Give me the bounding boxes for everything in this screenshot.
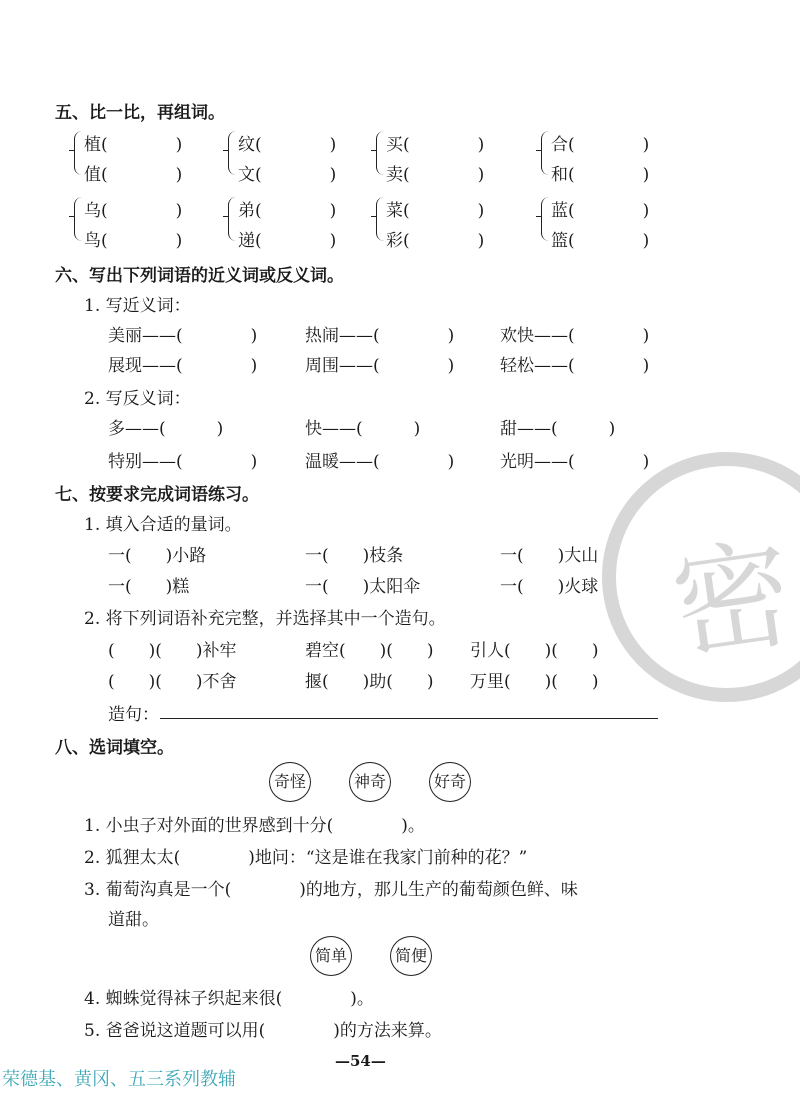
exercise-item: 特别——( ) <box>108 452 258 472</box>
exercise-item: 引人( )( ) <box>470 641 599 661</box>
exercise-item: 一( )火球 <box>500 577 599 597</box>
exercise-item: 一( )糕 <box>108 577 190 597</box>
brace <box>228 131 236 175</box>
word-choice-circle: 神奇 <box>349 762 391 802</box>
section-8-heading: 八、选词填空。 <box>55 738 174 758</box>
exercise-item: 快——( ) <box>305 419 421 439</box>
sentence-answer-line[interactable] <box>160 718 658 719</box>
footer-publisher-text: 荣德基、黄冈、五三系列教辅 <box>2 1069 236 1090</box>
brace <box>376 131 384 175</box>
exercise-item: ( )( )不舍 <box>108 672 237 692</box>
question-item: 道甜。 <box>108 910 159 930</box>
exercise-item: 光明——( ) <box>500 452 650 472</box>
brace <box>376 197 384 241</box>
section-7-heading: 七、按要求完成词语练习。 <box>55 485 259 505</box>
exercise-item: ( )( )补牢 <box>108 641 237 661</box>
pair-item: 彩( ) <box>386 231 485 251</box>
pair-item: 值( ) <box>84 165 183 185</box>
word-choice-circle: 简单 <box>310 936 352 976</box>
sub-heading: 2. 写反义词： <box>84 389 191 409</box>
question-item: 5. 爸爸说这道题可以用( )的方法来算。 <box>84 1021 442 1041</box>
stamp-char: 密 <box>664 523 800 677</box>
question-item: 2. 狐狸太太( )地问：“这是谁在我家门前种的花？” <box>84 848 528 868</box>
exercise-item: 热闹——( ) <box>305 326 455 346</box>
sentence-label: 造句： <box>108 705 159 725</box>
exercise-item: 甜——( ) <box>500 419 616 439</box>
page-number: —54— <box>335 1052 386 1070</box>
word-choice-circle: 简便 <box>390 936 432 976</box>
pair-item: 菜( ) <box>386 201 485 221</box>
pair-item: 和( ) <box>551 165 650 185</box>
exercise-item: 一( )太阳伞 <box>305 577 421 597</box>
pair-item: 篮( ) <box>551 231 650 251</box>
question-item: 4. 蜘蛛觉得袜子织起来很( )。 <box>84 989 374 1009</box>
pair-item: 卖( ) <box>386 165 485 185</box>
word-choice-circle: 奇怪 <box>269 762 311 802</box>
exercise-item: 一( )枝条 <box>305 546 404 566</box>
word-choice-circle: 好奇 <box>429 762 471 802</box>
pair-item: 买( ) <box>386 135 485 155</box>
sub-heading: 2. 将下列词语补充完整，并选择其中一个造句。 <box>84 609 446 629</box>
pair-item: 鸟( ) <box>84 231 183 251</box>
question-item: 3. 葡萄沟真是一个( )的地方，那儿生产的葡萄颜色鲜、味 <box>84 880 578 900</box>
brace <box>228 197 236 241</box>
exercise-item: 展现——( ) <box>108 356 258 376</box>
exercise-item: 揠( )助( ) <box>305 672 434 692</box>
pair-item: 递( ) <box>238 231 337 251</box>
exercise-item: 温暖——( ) <box>305 452 455 472</box>
pair-item: 乌( ) <box>84 201 183 221</box>
sub-heading: 1. 写近义词： <box>84 296 191 316</box>
pair-item: 蓝( ) <box>551 201 650 221</box>
section-6-heading: 六、写出下列词语的近义词或反义词。 <box>55 266 344 286</box>
sub-heading: 1. 填入合适的量词。 <box>84 515 242 535</box>
exercise-item: 一( )大山 <box>500 546 599 566</box>
exercise-item: 碧空( )( ) <box>305 641 434 661</box>
brace <box>541 197 549 241</box>
question-item: 1. 小虫子对外面的世界感到十分( )。 <box>84 816 425 836</box>
pair-item: 合( ) <box>551 135 650 155</box>
pair-item: 植( ) <box>84 135 183 155</box>
pair-item: 文( ) <box>238 165 337 185</box>
exercise-item: 万里( )( ) <box>470 672 599 692</box>
exercise-item: 周围——( ) <box>305 356 455 376</box>
brace <box>74 197 82 241</box>
pair-item: 纹( ) <box>238 135 337 155</box>
brace <box>541 131 549 175</box>
exercise-item: 轻松——( ) <box>500 356 650 376</box>
brace <box>74 131 82 175</box>
pair-item: 弟( ) <box>238 201 337 221</box>
exercise-item: 一( )小路 <box>108 546 207 566</box>
exercise-item: 多——( ) <box>108 419 224 439</box>
exercise-item: 欢快——( ) <box>500 326 650 346</box>
section-5-heading: 五、比一比，再组词。 <box>55 103 225 123</box>
exercise-item: 美丽——( ) <box>108 326 258 346</box>
